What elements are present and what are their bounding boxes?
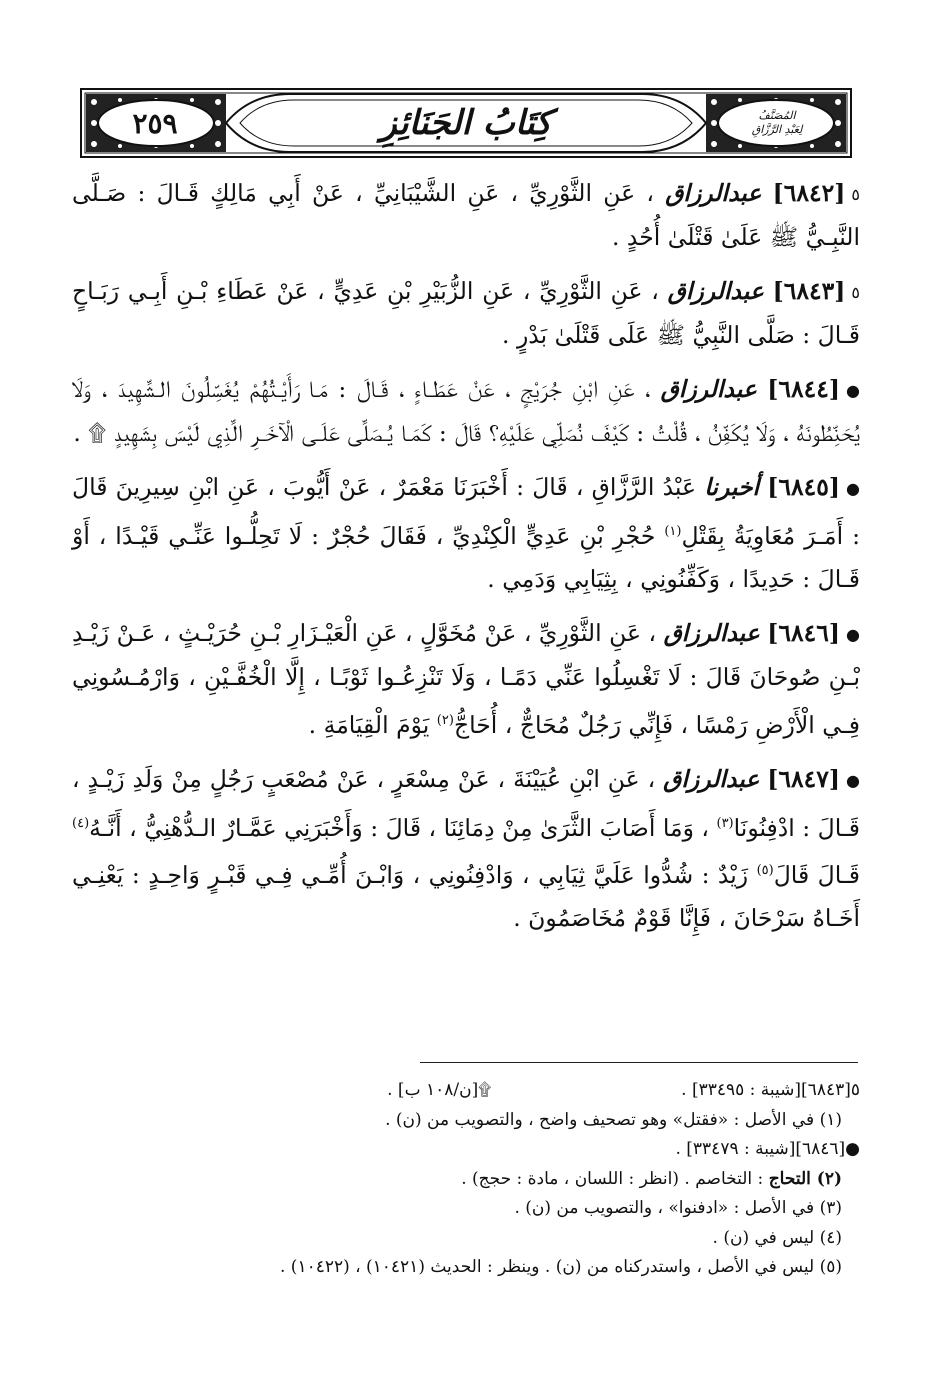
footnote-separator (420, 1062, 858, 1063)
footnote-term: (٢) التحاج (768, 1168, 842, 1189)
source-ref: ●[٦٨٤٦][شيبة : ٣٣٤٧٩] . (675, 1139, 860, 1159)
hadith-number: [٦٨٤٣] (772, 277, 846, 305)
hadith-number: [٦٨٤٥] (767, 473, 841, 501)
isnad-start: أخبرنا (704, 473, 760, 501)
hadith-number: [٦٨٤٧] (767, 764, 841, 793)
manuscript-ref: ۩[ن/١٠٨ ب] . (387, 1080, 492, 1100)
footnote-3: (٣) في الأصل : «ادفنوا» ، والتصويب من (ن) . (514, 1198, 842, 1218)
book-logo (716, 98, 838, 148)
hadith-number: [٦٨٤٤] (767, 375, 841, 403)
footnote-ref[interactable]: (٤) (72, 815, 90, 831)
footnote-ref[interactable]: (٣) (716, 815, 734, 831)
entry-marker: ● (846, 381, 860, 400)
entry-marker: ● (846, 624, 861, 644)
isnad-start: عبدالرزاق (663, 618, 760, 647)
hadith-text-cont: ، وَمَا أَصَابَ الثَّرَىٰ مِنْ دِمَائِنَا ، قَالَ : وَأَخْبَرَنِي عَمَّـارٌ الـدُّهْنِيُّ ، أَنَّـهُ (89, 813, 709, 842)
footnotes (72, 1076, 860, 1283)
hadith-text: ، عَنِ ابْنِ جُرَيْجٍ ، عَنْ عَطَـاءٍ ، قَـالَ : مَـا رَأَيْـتُهُمْ يُغَسِّلُونَ الـشَّهِيدَ ، وَلَا يُحَنِّطُونَهُ ، وَلَا يُكَفِّنُ ، قُلْتُ : كَيْفَ نُصَلِّي عَلَيْهِ؟ قَالَ : كَمَـا يُـصَلَّى عَلَـى الْآخَـرِ الَّذِي لَيْسَ بِشَهِيدٍ ۩ . (72, 375, 860, 447)
hadith-text-cont: حُجْرِ بْنِ عَدِيٍّ الْكِنْدِيِّ ، فَقَالَ حُجْرٌ : لَا تَحِلُّـوا عَنِّـي قَيْـدًا ، أَوْ قَـالَ : حَدِيدًا ، وَكَفِّنُونِي ، بِثِيَابِي وَدَمِي . (72, 521, 860, 593)
footnote-5: (٥) ليس في الأصل ، واستدركناه من (ن) . وينظر : الحديث (١٠٤٢١) ، (١٠٤٢٢) . (279, 1257, 842, 1277)
footnote-ref[interactable]: (٥) (756, 863, 774, 879)
entry-marker: ● (846, 479, 860, 498)
hadith-text-cont: يَوْمَ الْقِيَامَةِ . (308, 710, 430, 739)
source-ref: ٥[٦٨٤٣][شيبة : ٣٣٤٩٥] . (681, 1080, 860, 1100)
source-refs (72, 1076, 860, 1106)
hadith-text: ، عَنِ ابْنِ عُيَيْنَةَ ، عَنْ مِسْعَرٍ ، عَنْ مُصْعَبٍ رَجُلٍ مِنْ وَلَدِ زَيْـدٍ ، قَـالَ : ادْفِنُونَا (72, 764, 860, 842)
footnote-ref[interactable]: (٢) (436, 712, 454, 728)
entry-marker: ● (846, 770, 860, 790)
hadith-text: ، عَنِ الثَّوْرِيِّ ، عَنْ مُخَوَّلٍ ، عَنِ الْعَيْـزَارِ بْـنِ حُرَيْـثٍ ، عَـنْ زَيْـدِ بْـنِ صُوحَانَ قَالَ : لَا تَغْسِلُوا عَنِّي دَمًـا ، وَلَا تَنْزِعُـوا ثَوْبًـا ، إِلَّا الْخُفَّـيْنِ ، وَارْمُـسُونِي فِـي الْأَرْضِ رَمْسًا ، فَإِنِّي رَجُلٌ مُحَاجٌّ ، أُحَاجُّ (72, 618, 860, 739)
isnad-start: عبدالرزاق (667, 277, 764, 305)
isnad-start: عبدالرزاق (663, 764, 760, 793)
logo-line-2: لِعَبْدِ الرَّزَّاقِ (751, 123, 803, 136)
footnote-1: (١) في الأصل : «فقتل» وهو تصحيف واضح ، والتصويب من (ن) . (385, 1109, 842, 1130)
hadith-entry (72, 368, 860, 455)
footnote-text: : التخاصم . (انظر : اللسان ، مادة : حجج) . (461, 1168, 764, 1189)
footnote-4: (٤) ليس في (ن) . (712, 1227, 842, 1248)
page-header (80, 88, 852, 158)
hadith-text-cont: قَـالَ قَالَ (773, 861, 860, 890)
hadith-text: عَبْدُ الرَّزَّاقِ ، قَالَ : أَخْبَرَنَا مَعْمَرٌ ، عَنْ أَيُّوبَ ، عَنِ ابْنِ سِيرِينَ قَالَ : أَمَـرَ مُعَاوِيَةُ بِقَتْلِ (72, 473, 860, 550)
hadith-text: ، عَنِ الثَّوْرِيِّ ، عَنِ الشَّيْبَانِيِّ ، عَنْ أَبِي مَالِكٍ قَـالَ : صَـلَّى النَّبِـيُّ ﷺ عَلَىٰ قَتْلَىٰ أُحُدٍ . (72, 179, 860, 251)
isnad-start: عبدالرزاق (660, 375, 757, 403)
footnote-2 (72, 1165, 860, 1195)
hadith-entry (72, 758, 860, 941)
hadith-entry (72, 466, 860, 601)
footnote-ref[interactable]: (١) (664, 524, 682, 539)
logo-line-1: المُصَنَّفُ (758, 109, 796, 122)
entry-marker: ٥ (851, 283, 860, 302)
hadith-number: [٦٨٤٦] (767, 618, 841, 647)
hadith-entry (72, 612, 860, 747)
hadith-text-cont: زَيْدٌ : شُدُّوا عَلَيَّ ثِيَابِي ، وَادْفِنُونِي ، وَابْـنَ أُمِّـي فِـي قَبْـرٍ وَاحِـدٍ : يَعْنِـي أَخَـاهُ سَرْحَانَ ، فَإِنَّا قَوْمٌ مُخَاصَمُونَ . (72, 861, 860, 933)
hadith-text: ، عَنِ الثَّوْرِيِّ ، عَنِ الزُّبَيْرِ بْنِ عَدِيٍّ ، عَنْ عَطَاءِ بْـنِ أَبِـي رَبَـاحٍ قَـالَ : صَلَّى النَّبِيُّ ﷺ عَلَى قَتْلَىٰ بَدْرٍ . (72, 277, 860, 349)
entry-marker: ٥ (851, 185, 860, 204)
hadith-entry (72, 172, 860, 259)
isnad-start: عبدالرزاق (665, 179, 762, 207)
hadith-entry (72, 270, 860, 357)
chapter-title: كِتَابُ الجَنَائِزِ (380, 103, 552, 143)
hadith-number: [٦٨٤٢] (772, 179, 846, 207)
page-number: ٢٥٩ (132, 106, 178, 140)
hadith-list (72, 172, 860, 951)
